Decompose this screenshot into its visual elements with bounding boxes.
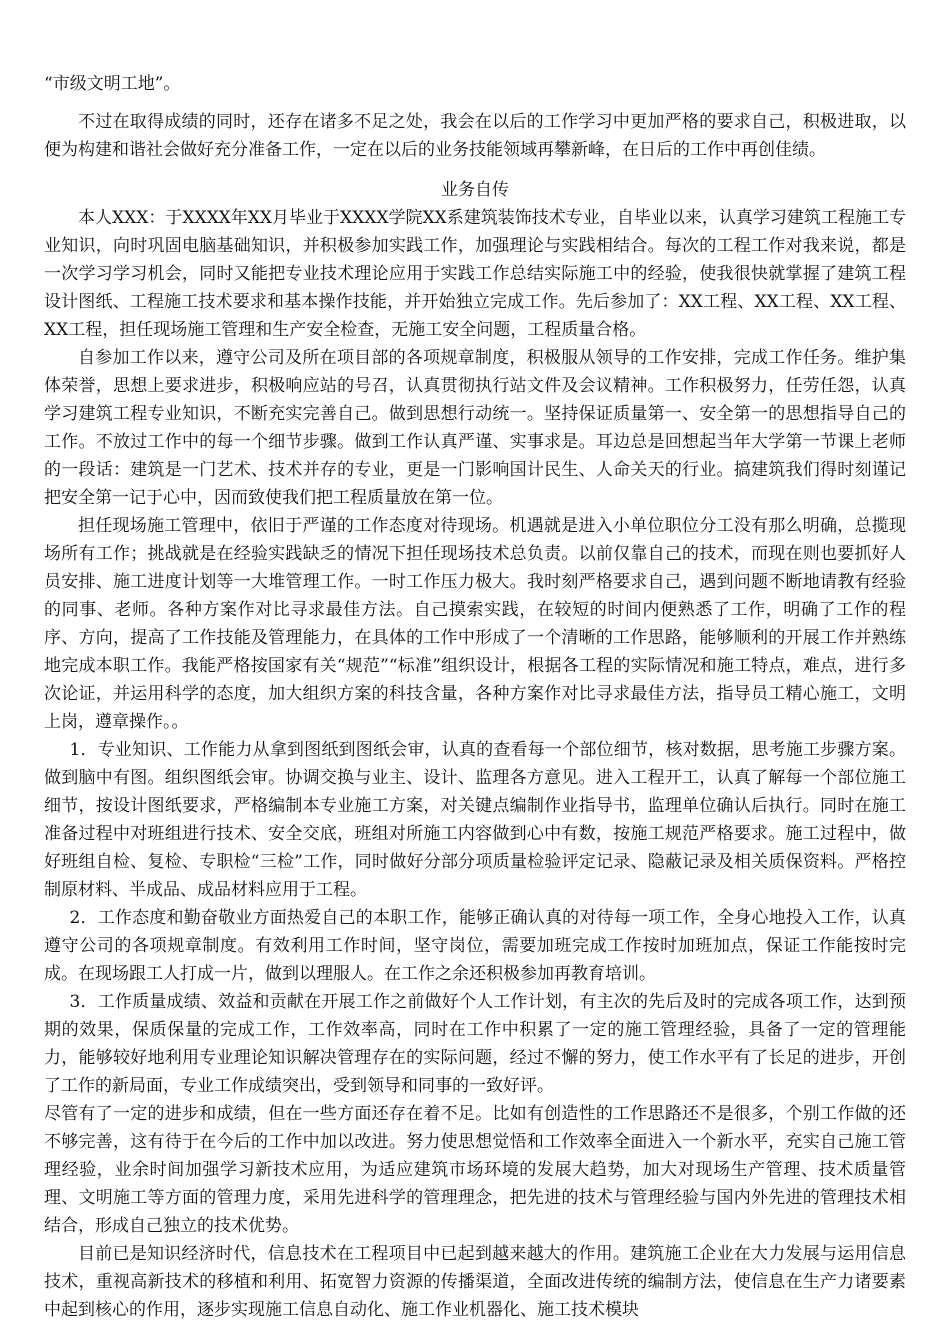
body-paragraph-3: 担任现场施工管理中，依旧于严谨的工作态度对待现场。机遇就是进入小单位职位分工没有那么明确，总揽现场所有工作；挑战就是在经验实践缺乏的情况下担任现场技术总负责。以前仅靠自己的技术，而现在则也要抓好人员安排、施工进度计划等一大堆管理工作。一时工作压力极大。我时刻严格要求自己，遇到问题不断地请教有经验的同事、老师。各种方案作对比寻求最佳方法。自己摸索实践，在较短的时间内便熟悉了工作，明确了工作的程序、方向，提高了工作技能及管理能力，在具体的工作中形成了一个清晰的工作思路，能够顺利的开展工作并熟练地完成本职工作。我能严格按国家有关“规范”“标准”组织设计，根据各工程的实际情况和施工特点，难点，进行多次论证，并运用科学的态度，加大组织方案的科技含量，各种方案作对比寻求最佳方法，指导员工精心施工，文明上岗，遵章操作。。 [44,516,906,732]
body-paragraph-2: 自参加工作以来，遵守公司及所在项目部的各项规章制度，积极服从领导的工作安排，完成工作任务。维护集体荣誉，思想上要求进步，积极响应站的号召，认真贯彻执行站文件及会议精神。工作积极努力，任劳任怨，认真学习建筑工程专业知识，不断充实完善自己。做到思想行动统一。坚持保证质量第一、安全第一的思想指导自己的工作。不放过工作中的每一个细节步骤。做到工作认真严谨、实事求是。耳边总是回想起当年大学第一节课上老师的一段话：建筑是一门艺术、技术并存的专业，更是一门影响国计民生、人命关天的行业。搞建筑我们得时刻谨记把安全第一记于心中，因而致使我们把工程质量放在第一位。 [44,348,906,508]
intro-paragraph: 不过在取得成绩的同时，还存在诸多不足之处，我会在以后的工作学习中更加严格的要求自己，积极进取，以便为构建和谐社会做好充分准备工作，一定在以后的业务技能领域再攀新峰，在日后的工作中再创佳绩。 [44,112,906,160]
body-paragraph-1: 本人XXX：于XXXX年XX月毕业于XXXX学院XX系建筑装饰技术专业，自毕业以来，认真学习建筑工程施工专业知识，向时巩固电脑基础知识，并积极参加实践工作，加强理论与实践相结合。每次的工程工作对我来说，都是一次学习学习机会，同时又能把专业技术理论应用于实践工作总结实际施工中的经验，使我很快就掌握了建筑工程设计图纸、工程施工技术要求和基本操作技能，并开始独立完成工作。先后参加了：XX工程、XX工程、XX工程、XX工程，担任现场施工管理和生产安全检查，无施工安全问题，工程质量合格。 [44,208,906,340]
numbered-item-2: 2．工作态度和勤奋敬业方面热爱自己的本职工作，能够正确认真的对待每一项工作，全身心地投入工作，认真遵守公司的各项规章制度。有效利用工作时间，坚守岗位，需要加班完成工作按时加班加点，保证工作能按时完成。在现场跟工人打成一片，做到以理服人。在工作之余还积极参加再教育培训。 [44,908,906,984]
continuation-line: “市级文明工地”。 [44,74,181,94]
closing-paragraph: 尽管有了一定的进步和成绩，但在一些方面还存在着不足。比如有创造性的工作思路还不是很多，个别工作做的还不够完善，这有待于在今后的工作中加以改进。努力使思想觉悟和工作效率全面进入一个新水平，充实自己施工管理经验，业余时间加强学习新技术应用，为适应建筑市场环境的发展大趋势，加大对现场生产管理、技术质量管理、文明施工等方面的管理力度，采用先进科学的管理理念，把先进的技术与管理经验与国内外先进的管理技术相结合，形成自己独立的技术优势。 [44,1104,906,1236]
document-title: 业务自传 [441,180,509,200]
numbered-item-3: 3．工作质量成绩、效益和贡献在开展工作之前做好个人工作计划，有主次的先后及时的完成各项工作，达到预期的效果，保质保量的完成工作，工作效率高，同时在工作中积累了一定的施工管理经验，具备了一定的管理能力，能够较好地利用专业理论知识解决管理存在的实际问题，经过不懈的努力，使工作水平有了长足的进步，开创了工作的新局面，专业工作成绩突出，受到领导和同事的一致好评。 [44,992,906,1096]
numbered-item-1: 1．专业知识、工作能力从拿到图纸到图纸会审，认真的查看每一个部位细节，核对数据，思考施工步骤方案。做到脑中有图。组织图纸会审。协调交换与业主、设计、监理各方意见。进入工程开工，认真了解每一个部位施工细节，按设计图纸要求，严格编制本专业施工方案，对关键点编制作业指导书，监理单位确认后执行。同时在施工准备过程中对班组进行技术、安全交底，班组对所施工内容做到心中有数，按施工规范严格要求。施工过程中，做好班组自检、复检、专职检“三检”工作，同时做好分部分项质量检验评定记录、隐蔽记录及相关质保资料。严格控制原材料、半成品、成品材料应用于工程。 [44,740,906,900]
final-paragraph: 目前已是知识经济时代，信息技术在工程项目中已起到越来越大的作用。建筑施工企业在大力发展与运用信息技术，重视高新技术的移植和利用、拓宽智力资源的传播渠道，全面改进传统的编制方法，使信息在生产力诸要素中起到核心的作用，逐步实现施工信息自动化、施工作业机器化、施工技术模块 [44,1244,906,1320]
